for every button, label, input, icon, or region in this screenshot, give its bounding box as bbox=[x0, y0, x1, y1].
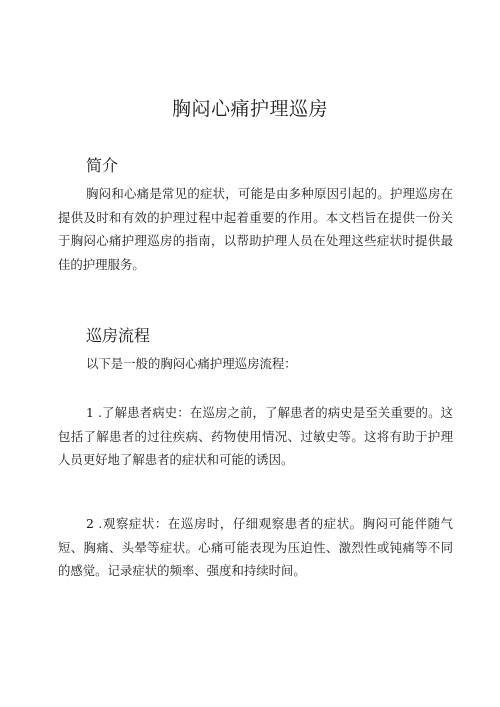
section-heading-intro: 简介 bbox=[86, 156, 119, 175]
intro-paragraph: 胸闷和心痛是常见的症状，可能是由多种原因引起的。护理巡房在提供及时和有效的护理过程中起着重要的作用。本文档旨在提供一份关于胸闷心痛护理巡房的指南，以帮助护理人员在处理这些症状时提供最佳的护理服务。 bbox=[58, 186, 453, 272]
section-heading-rounds-process: 巡房流程 bbox=[86, 326, 151, 345]
step-2-paragraph: 2 .观察症状：在巡房时，仔细观察患者的症状。胸闷可能伴随气短、胸痛、头晕等症状。心痛可能表现为压迫性、激烈性或钝痛等不同的感觉。记录症状的频率、强度和持续时间。 bbox=[58, 516, 453, 578]
step-1-paragraph: 1 .了解患者病史：在巡房之前，了解患者的病史是至关重要的。这包括了解患者的过往疾病、药物使用情况、过敏史等。这将有助于护理人员更好地了解患者的症状和可能的诱因。 bbox=[58, 405, 453, 467]
document-title: 胸闷心痛护理巡房 bbox=[171, 98, 328, 120]
process-intro-paragraph: 以下是一般的胸闷心痛护理巡房流程： bbox=[86, 356, 297, 371]
